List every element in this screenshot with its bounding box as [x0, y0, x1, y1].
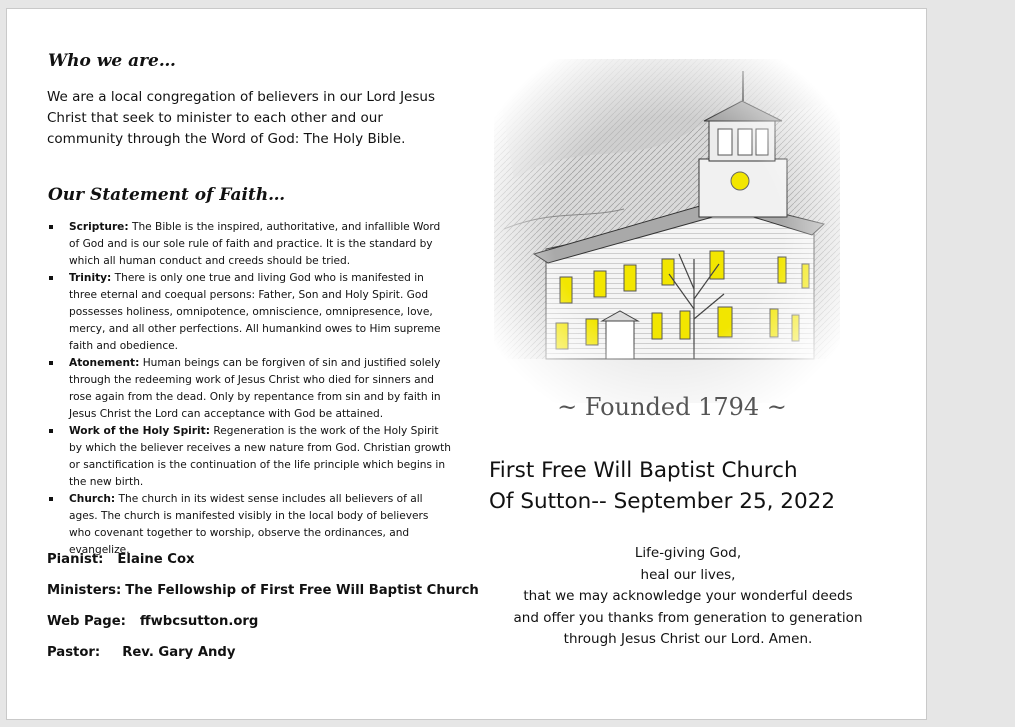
- faith-text: The Bible is the inspired, authoritative, and infallible Word of God and is our sole rule of faith and practice. It is the standard by which all human conduct and creeds should be tried.: [69, 221, 441, 267]
- pianist-line: [47, 552, 195, 567]
- church-title-line2: Of Sutton-- September 25, 2022: [489, 489, 836, 514]
- faith-text: Regeneration is the work of the Holy Spirit by which the believer receives a new nature from God. Christian growth or sanctification is the continuation of the life principle which begins in the new birth.: [69, 425, 451, 488]
- faith-text: The church in its widest sense includes all believers of all ages. The church is manifested visibly in the local body of believers who covenant together to worship, observe the ordinances, and evangelize.: [69, 493, 429, 556]
- faith-term: Trinity:: [69, 272, 112, 284]
- prayer-line: heal our lives,: [640, 566, 736, 583]
- bullet-icon: [49, 429, 53, 433]
- faith-text: Human beings can be forgiven of sin and justified solely through the redeeming work of Jesus Christ who died for sinners and rose again from the dead. Only by repentance from sin and by faith in Jesus Christ the Lord can acceptance with God be attained.: [69, 357, 441, 420]
- ministers-line: [47, 583, 479, 598]
- who-we-are-heading: Who we are…: [48, 51, 176, 71]
- faith-term: Work of the Holy Spirit:: [69, 425, 210, 437]
- prayer-line: that we may acknowledge your wonderful deeds: [523, 588, 853, 605]
- ministers-value: The Fellowship of First Free Will Baptist Church: [125, 583, 479, 598]
- prayer-text: [489, 543, 887, 651]
- statement-of-faith-heading: Our Statement of Faith…: [48, 185, 286, 205]
- prayer-line: through Jesus Christ our Lord. Amen.: [563, 631, 813, 648]
- faith-item-trinity: [47, 270, 452, 355]
- statement-of-faith-list: [47, 219, 452, 559]
- church-photo: [494, 59, 840, 403]
- faith-text: There is only one true and living God who is manifested in three eternal and coequal persons: Father, Son and Holy Spirit. God possesses holiness, omnipotence, omniscience, omnipresence, love, mercy, and all other perfections. All humankind owes to Him supreme faith and obedience.: [69, 272, 441, 352]
- document-page: [6, 8, 927, 720]
- faith-term: Scripture:: [69, 221, 129, 233]
- pianist-value: Elaine Cox: [117, 552, 195, 567]
- prayer-line: Life-giving God,: [634, 545, 742, 561]
- faith-item-church: [47, 491, 452, 559]
- bullet-icon: [49, 225, 53, 229]
- bullet-icon: [49, 497, 53, 501]
- pastor-label: Pastor:: [47, 645, 101, 660]
- ministers-label: Ministers:: [47, 583, 122, 598]
- faith-term: Church:: [69, 493, 116, 505]
- web-page-value: ffwbcsutton.org: [139, 614, 259, 629]
- pastor-value: Rev. Gary Andy: [122, 645, 236, 660]
- pastor-line: [47, 645, 235, 660]
- pianist-label: Pianist:: [47, 552, 104, 567]
- faith-term: Atonement:: [69, 357, 140, 369]
- church-title: [489, 455, 835, 517]
- faith-item-scripture: [47, 219, 452, 270]
- faith-item-holy-spirit: [47, 423, 452, 491]
- prayer-line: and offer you thanks from generation to generation: [513, 609, 863, 626]
- church-title-line1: First Free Will Baptist Church: [489, 458, 798, 483]
- bullet-icon: [49, 361, 53, 365]
- web-page-line: [47, 614, 258, 629]
- who-we-are-text: We are a local congregation of believers in our Lord Jesus Christ that seek to minister to each other and our community through the Word of God: The Holy Bible.: [47, 89, 435, 147]
- web-page-label: Web Page:: [47, 614, 126, 629]
- founded-caption: ~ Founded 1794 ~: [557, 393, 787, 421]
- bullet-icon: [49, 276, 53, 280]
- faith-item-atonement: [47, 355, 452, 423]
